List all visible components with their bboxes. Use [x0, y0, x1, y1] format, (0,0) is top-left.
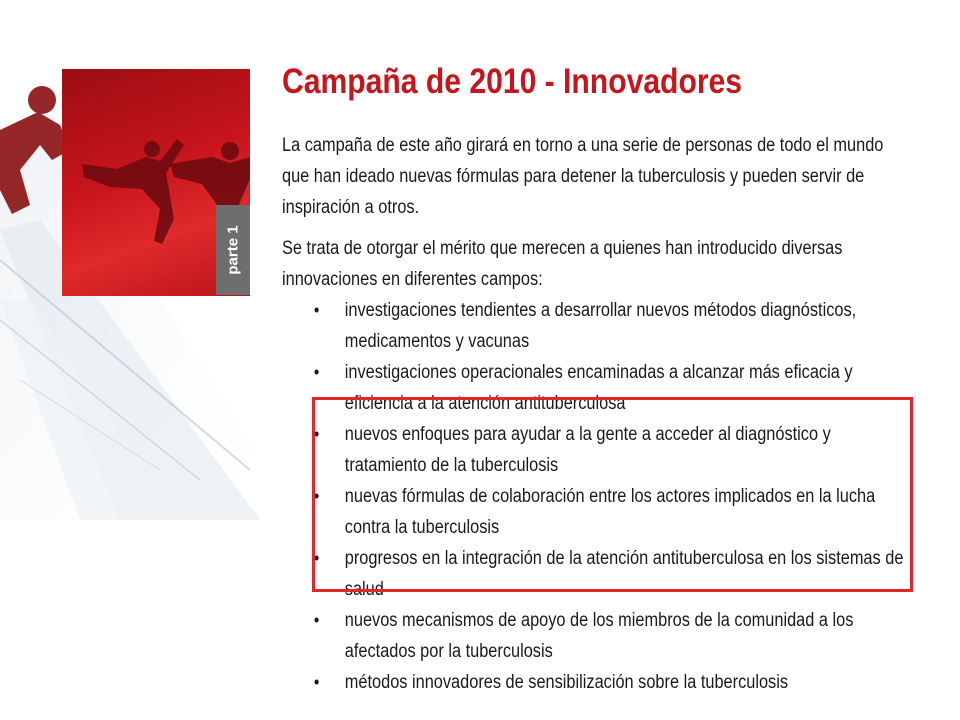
list-item: • nuevos mecanismos de apoyo de los miembros de la comunidad a los afectados por la tuberculosis [282, 605, 910, 667]
list-item: • métodos innovadores de sensibilización sobre la tuberculosis [282, 667, 910, 698]
list-item: • nuevas fórmulas de colaboración entre los actores implicados en la lucha contra la tuberculosis [282, 481, 910, 543]
highlight-box [312, 397, 913, 592]
intro-paragraph: La campaña de este año girará en torno a una serie de personas de todo el mundo que han ideado nuevas fórmulas para detener la tuberculosis y pueden servir de inspiración a otros. [282, 135, 884, 218]
slide-title: Campaña de 2010 - Innovadores [282, 62, 743, 101]
list-item: • progresos en la integración de la atención antituberculosa en los sistemas de salud [282, 543, 910, 605]
part-label: parte 1 [224, 225, 242, 275]
list-item: • investigaciones operacionales encaminadas a alcanzar más eficacia y eficiencia a la atención antituberculosa [282, 357, 910, 419]
fields-paragraph: Se trata de otorgar el mérito que merecen a quienes han introducido diversas innovaciones en diferentes campos: [282, 238, 843, 290]
list-item: • nuevos enfoques para ayudar a la gente a acceder al diagnóstico y tratamiento de la tuberculosis [282, 419, 910, 481]
list-item: • investigaciones tendientes a desarrollar nuevos métodos diagnósticos, medicamentos y vacunas [282, 295, 910, 357]
